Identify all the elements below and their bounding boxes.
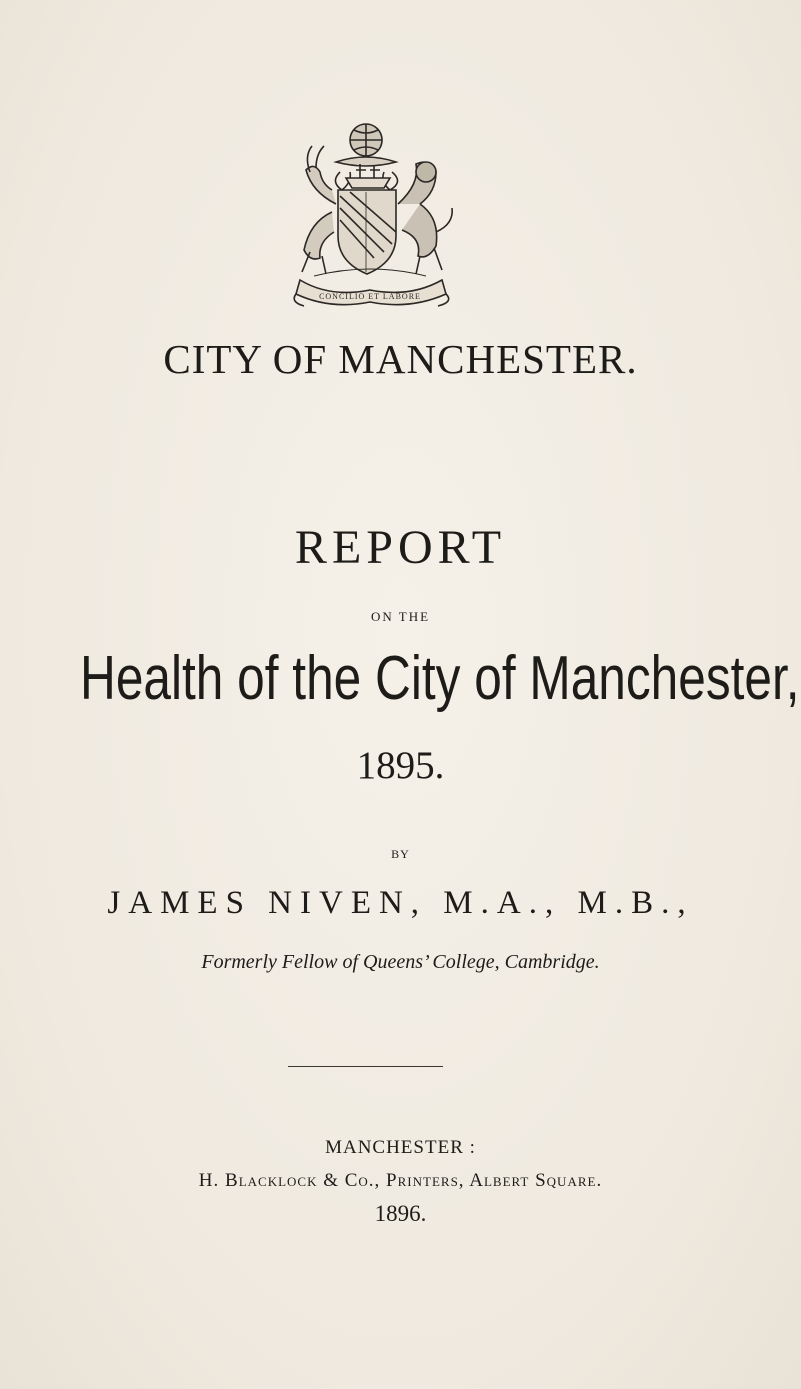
author-name-text: JAMES NIVEN, M.A., M.B., [107,885,694,921]
author-affiliation: Formerly Fellow of Queens’ College, Cambridge. [201,951,600,973]
divider-rule [288,1066,443,1067]
author-name [0,885,801,922]
on-the-label: ON THE [370,609,431,624]
by-label: BY [391,847,410,861]
city-heading: CITY OF MANCHESTER. [163,336,638,382]
report-subject: Health of the City of Manchester, [80,644,800,713]
imprint-printer-text: H. Blacklock & Co., Printers, Albert Square. [198,1170,603,1191]
report-title: REPORT [294,521,507,574]
imprint-year: 1896. [374,1201,427,1226]
crest-motto: CONCILIO ET LABORE [319,292,421,301]
imprint-place: MANCHESTER : [325,1137,476,1158]
report-year: 1895. [356,744,445,787]
imprint-printer [0,1170,801,1192]
coat-of-arms-icon [270,112,470,312]
